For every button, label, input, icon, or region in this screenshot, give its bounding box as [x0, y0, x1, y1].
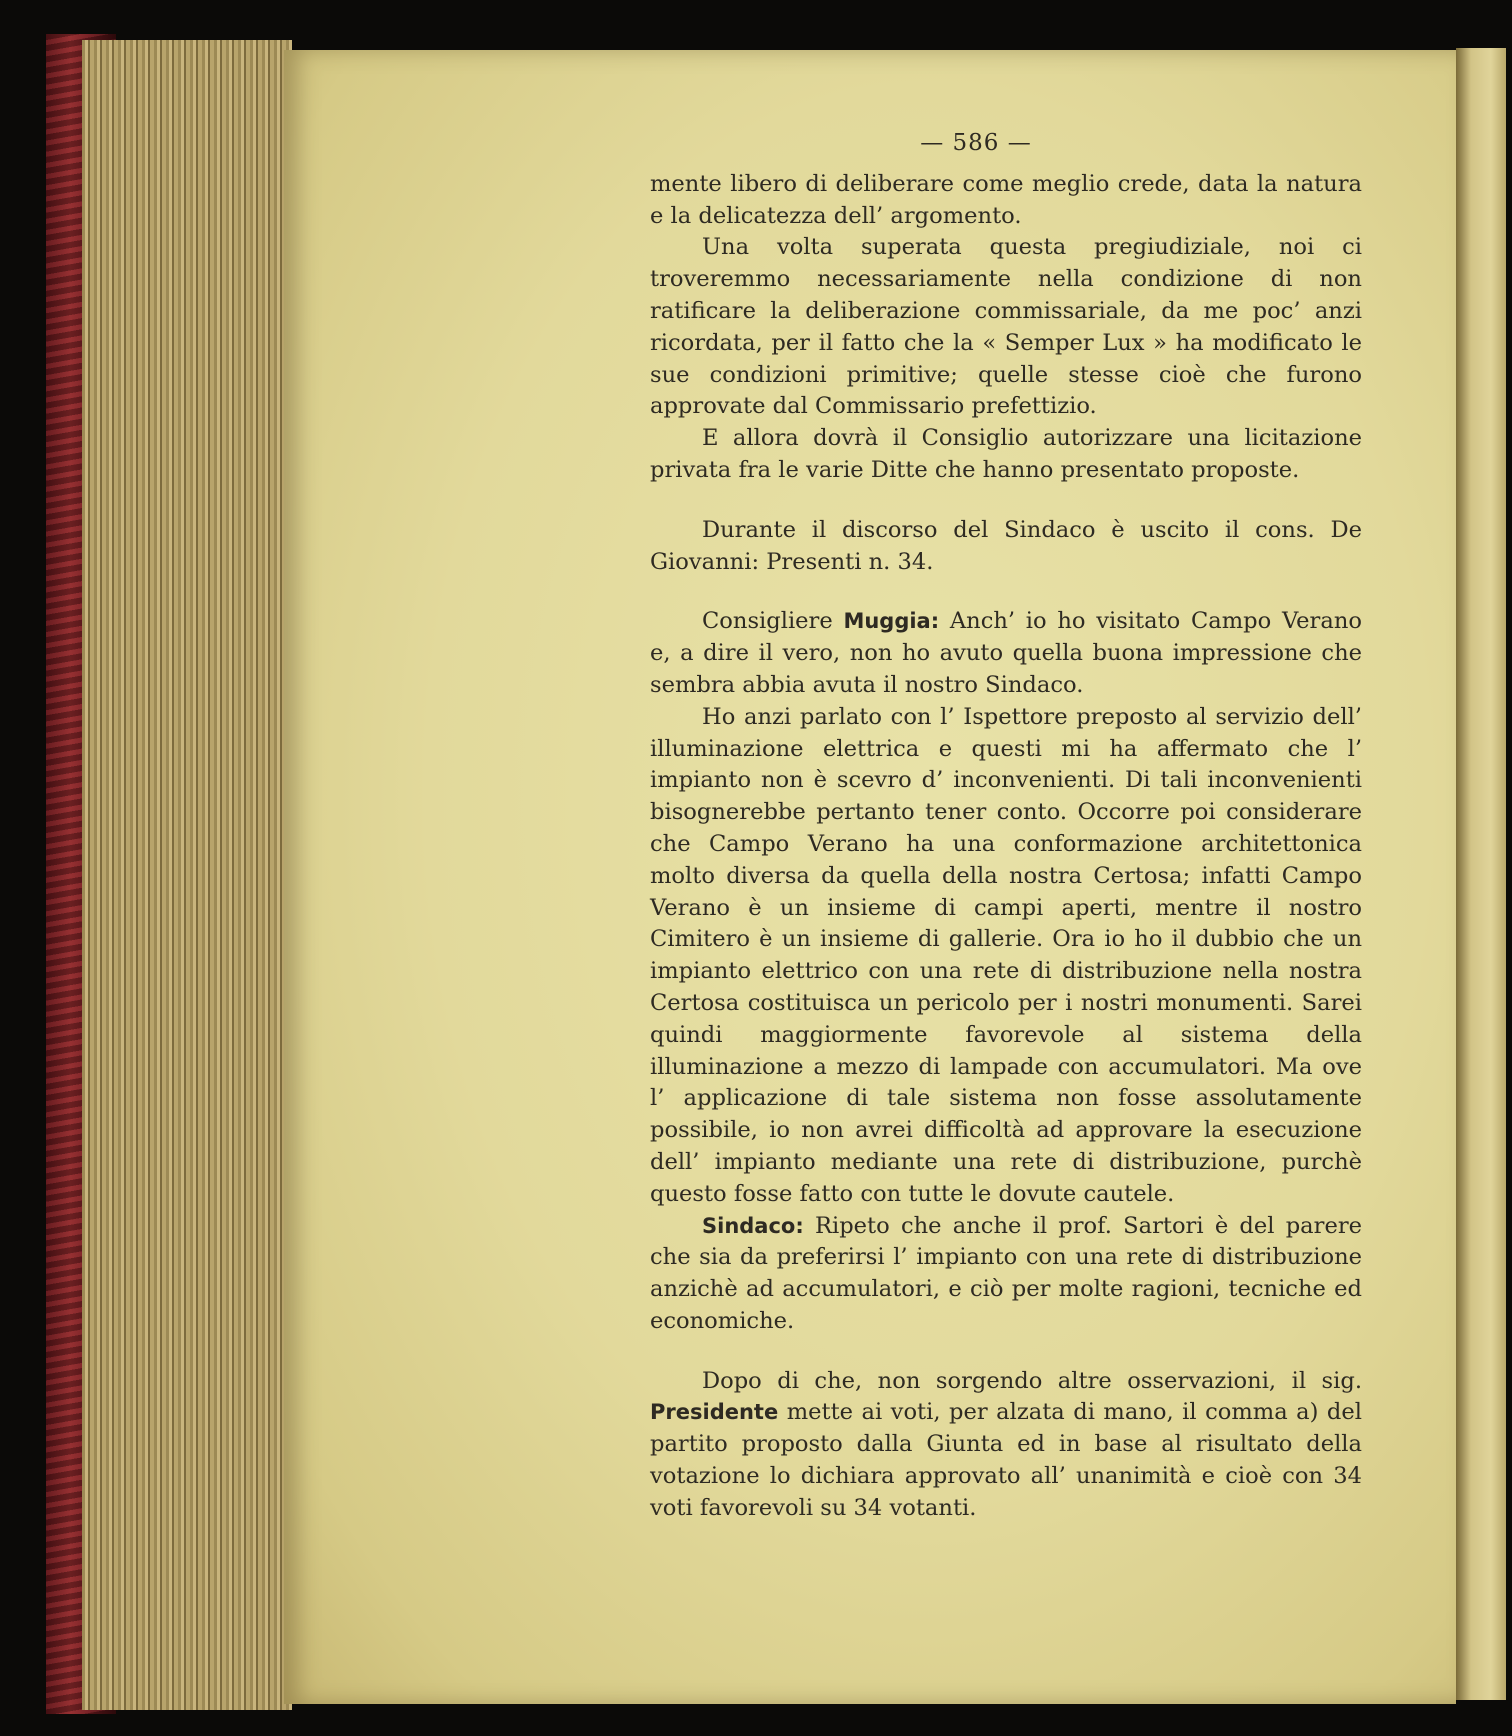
paragraph-1: mente libero di deliberare come meglio crede, data la natura e la delicatezza dell’ argomento. [650, 170, 1362, 229]
speaker-presidente: Presidente [650, 1400, 779, 1425]
paragraph-2: Una volta superata questa pregiudiziale, noi ci troveremmo necessariamente nella condizione di non ratificare la deliberazione commissariale, da me poc’ anzi ricordata, per il fatto che la « Semper Lux » ha modificato le sue condizioni primitive; quelle stesse cioè che furono approvate dal Commissario prefettizio. [650, 234, 1362, 420]
paragraph-8: Dopo di che, non sorgendo altre osservazioni, il sig. Presidente mette ai voti, per alzata di mano, il comma a) del partito proposto dalla Giunta ed in base al risultato della votazione lo dichiara approvato all’ unanimità e cioè con 34 voti favorevoli su 34 votanti. [650, 1367, 1362, 1521]
paragraph-7: Sindaco: Ripeto che anche il prof. Sartori è del parere che sia da preferirsi l’ impianto con una rete di distribuzione anzichè ad accumulatori, e ciò per molte ragioni, tecniche ed economiche. [650, 1212, 1362, 1334]
page-text [650, 128, 1362, 1525]
facing-page-edge [1456, 48, 1506, 1700]
paragraph-3: E allora dovrà il Consiglio autorizzare una licitazione privata fra le varie Ditte che hanno presentato proposte. [650, 425, 1362, 483]
speaker-sindaco: Sindaco: [702, 1213, 804, 1238]
page-stack-edges [82, 40, 292, 1710]
paragraph-6: Ho anzi parlato con l’ Ispettore preposto al servizio dell’ illuminazione elettrica e questi mi ha affermato che l’ impianto non è scevro d’ inconvenienti. Di tali inconvenienti bisognerebbe pertanto tener conto. Occorre poi considerare che Campo Verano ha una conformazione architettonica molto diversa da quella della nostra Certosa; infatti Campo Verano è un insieme di campi aperti, mentre il nostro Cimitero è un insieme di gallerie. Ora io ho il dubbio che un impianto elettrico con una rete di distribuzione nella nostra Certosa costituisca un pericolo per i nostri monumenti. Sarei quindi maggiormente favorevole al sistema della illuminazione a mezzo di lampade con accumulatori. Ma ove l’ applicazione di tale sistema non fosse assolutamente possibile, io non avrei difficoltà ad approvare la esecuzione dell’ impianto mediante una rete di distribuzione, purchè questo fosse fatto con tutte le dovute cautele. [650, 703, 1362, 1207]
paragraph-4: Durante il discorso del Sindaco è uscito il cons. De Giovanni: Presenti n. 34. [650, 516, 1362, 575]
speaker-muggia: Muggia: [843, 609, 940, 634]
page-number: — 586 — [920, 130, 1032, 156]
paragraph-5: Consigliere Muggia: Anch’ io ho visitato Campo Verano e, a dire il vero, non ho avuto quella buona impressione che sembra abbia avuta il nostro Sindaco. [650, 608, 1362, 698]
